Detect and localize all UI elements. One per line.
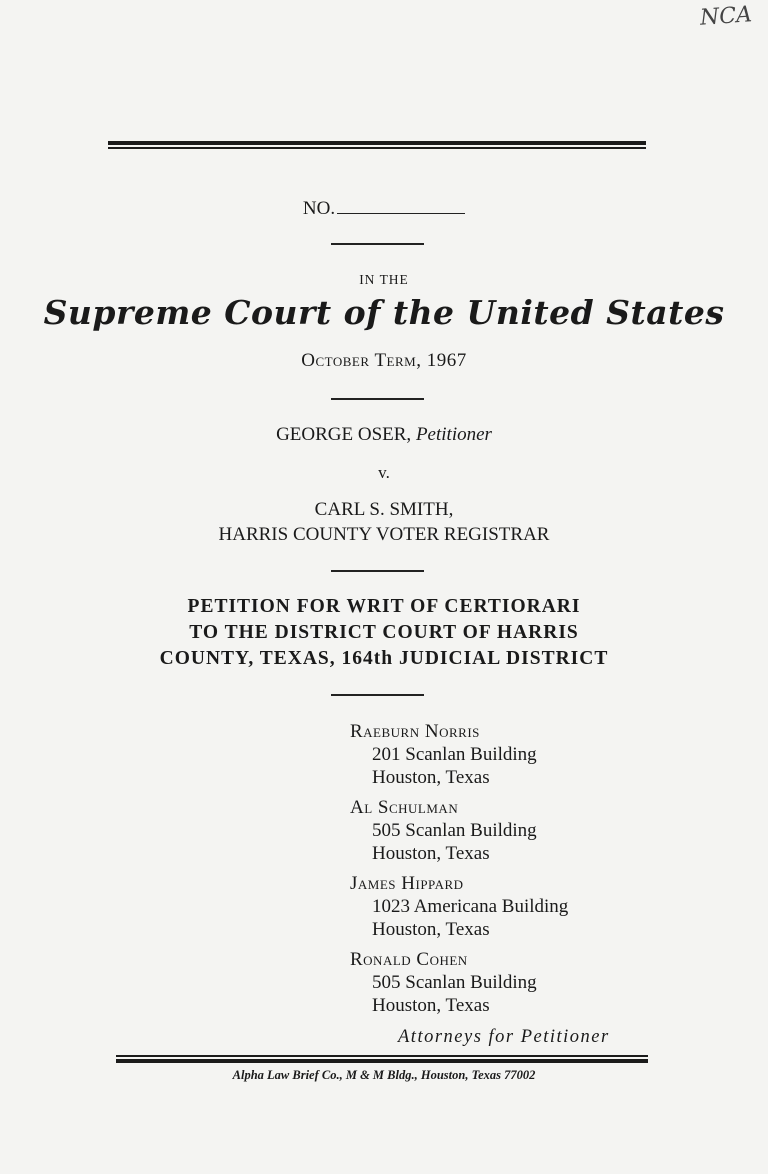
versus: v. <box>378 463 390 482</box>
respondent-name: CARL S. SMITH, <box>314 499 454 520</box>
title-line-3: COUNTY, TEXAS, 164th JUDICIAL DISTRICT <box>159 648 609 669</box>
bottom-rule-thick <box>116 1059 648 1063</box>
docket-number <box>0 198 768 220</box>
petitioner-name: GEORGE OSER, <box>276 424 412 445</box>
attorney-block <box>350 796 650 865</box>
petitioner-role: Petitioner <box>415 424 492 445</box>
docket-label: NO. <box>302 198 336 219</box>
divider-4 <box>331 694 424 696</box>
attorney-block <box>350 720 650 789</box>
top-rule <box>108 141 646 145</box>
court-term: October Term, 1967 <box>301 350 467 371</box>
respondent <box>0 497 768 547</box>
attorney-list <box>350 720 650 1024</box>
petitioner-line <box>0 424 768 446</box>
bottom-rule <box>116 1055 648 1057</box>
attorney-address-line-2: Houston, Texas <box>372 843 490 864</box>
respondent-title: HARRIS COUNTY VOTER REGISTRAR <box>218 524 550 545</box>
attorneys-for-petitioner: Attorneys for Petitioner <box>398 1027 610 1047</box>
attorney-address-line-1: 1023 Americana Building <box>372 896 569 917</box>
court-preamble: IN THE <box>359 272 409 287</box>
title-line-1: PETITION FOR WRIT OF CERTIORARI <box>187 596 581 617</box>
top-rule-thin <box>108 147 646 149</box>
attorney-address-line-2: Houston, Texas <box>372 919 490 940</box>
court-name: Supreme Court of the United States <box>43 293 725 332</box>
attorney-name: Al Schulman <box>350 797 459 818</box>
attorney-name: Ronald Cohen <box>350 949 468 970</box>
attorney-address-line-2: Houston, Texas <box>372 995 490 1016</box>
document-title <box>0 594 768 672</box>
docket-blank-line <box>337 199 465 214</box>
divider-2 <box>331 398 424 400</box>
attorney-block <box>350 948 650 1017</box>
handwritten-margin-note: NCA <box>699 2 753 31</box>
title-line-2: TO THE DISTRICT COURT OF HARRIS <box>189 622 579 643</box>
printer-imprint: Alpha Law Brief Co., M & M Bldg., Houston, Texas 77002 <box>232 1068 536 1082</box>
attorney-address-line-1: 201 Scanlan Building <box>372 744 537 765</box>
attorney-address-line-2: Houston, Texas <box>372 767 490 788</box>
attorney-address-line-1: 505 Scanlan Building <box>372 972 537 993</box>
attorney-name: James Hippard <box>350 873 464 894</box>
attorney-block <box>350 872 650 941</box>
attorney-name: Raeburn Norris <box>350 721 480 742</box>
attorney-address-line-1: 505 Scanlan Building <box>372 820 537 841</box>
divider-1 <box>331 243 424 245</box>
divider-3 <box>331 570 424 572</box>
